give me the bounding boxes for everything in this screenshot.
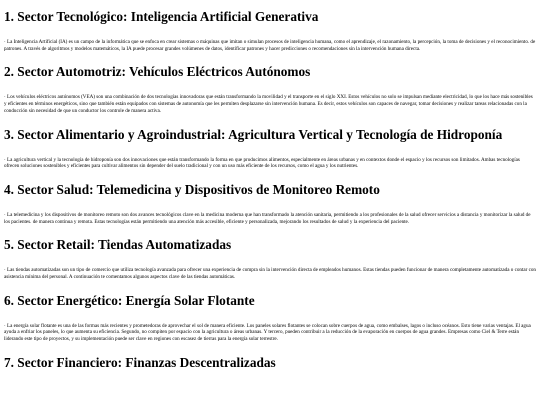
section-body: · La telemedicina y los dispositivos de monitoreo remoto son dos avances tecnológicos clave en la medicina moderna que han transformado la atención sanitaria, permitiendo a los profesionales de la salud ofrecer servicios a distancia y monitorizar la salud de los pacientes. de manera continua y remota. Estas tecnologías están permitiendo una atención más accesible, eficiente y personalizada, mejorando los resultados de salud y la experiencia del paciente. bbox=[4, 211, 531, 225]
section-retail bbox=[4, 237, 536, 280]
section-title: 5. Sector Retail: Tiendas Automatizadas bbox=[4, 237, 232, 253]
section-title: 6. Sector Energético: Energía Solar Flotante bbox=[4, 292, 255, 308]
section-title: 7. Sector Financiero: Finanzas Descentralizadas bbox=[4, 354, 276, 370]
section-health bbox=[4, 182, 536, 225]
section-body: · La agricultura vertical y la tecnología de hidroponía son dos innovaciones que están transformando la forma en que producimos alimentos, especialmente en áreas urbanas y en contextos donde el espacio y los recursos son limitados. Ambas tecnologías ofrecen soluciones sostenibles y eficientes para cultivar alimentos sin depender del suelo tradicional y con un uso más eficiente de los recursos, como el agua y los nutrientes. bbox=[4, 156, 520, 170]
section-body: · La Inteligencia Artificial (IA) es un campo de la informática que se enfoca en crear sistemas o máquinas que imitan o simulan procesos de inteligencia humana, como el aprendizaje, el razonamiento, la percepción, la toma de decisiones y el reconocimiento. de patrones. A través de algoritmos y modelos matemáticos, la IA puede procesar grandes volúmenes de datos, identificar patrones y hacer predicciones o recomendaciones sin la intervención humana directa. bbox=[4, 39, 536, 52]
section-energy bbox=[4, 293, 536, 343]
section-title: 4. Sector Salud: Telemedicina y Dispositivos de Monitoreo Remoto bbox=[4, 181, 380, 197]
section-body: · La energía solar flotante es una de las formas más recientes y prometedoras de aprovechar el sol de manera eficiente. Los paneles solares flotantes se colocan sobre cuerpos de agua, como embalses, lagos o incluso océanos. Esto tiene varias ventajas. El agua ayuda a enfriar los paneles, lo que aumenta su eficiencia. Segundo, no compiten por espacio con la agricultura o áreas urbanas. Y tercero, pueden contribuir a la reducción de la evaporación en cuerpos de agua grandes. Empresas como Ciel & Terre están liderando este tipo de proyectos, y su implementación puede ser clave en regiones con escasez de tierras para la energía solar terrestre. bbox=[4, 322, 531, 343]
section-finance bbox=[4, 355, 536, 371]
section-technology bbox=[4, 9, 536, 52]
section-body: · Las tiendas automatizadas son un tipo de comercio que utiliza tecnología avanzada para ofrecer una experiencia de compra sin la intervención directa de empleados humanos. Estas tiendas pueden funcionar de manera completamente automatizada o contar con asistencia mínima del personal. A continuación te comentamos algunos aspectos clave de las tiendas automáticas. bbox=[4, 267, 536, 281]
section-automotive bbox=[4, 64, 536, 114]
section-title: 3. Sector Alimentario y Agroindustrial: Agricultura Vertical y Tecnología de Hidroponía bbox=[4, 126, 503, 142]
section-body: · Los vehículos eléctricos autónomos (VEA) son una combinación de dos tecnologías innovadoras que están transformando la movilidad y el transporte en el siglo XXI. Estos vehículos no solo se impulsan mediante electricidad, lo que los hace más sostenibles y eficientes en términos energéticos, sino que también están equipados con sistemas de autonomía que les permiten desplazarse sin intervención humana. Es decir, estos vehículos son capaces de navegar, tomar decisiones y realizar tareas relacionadas con la conducción sin necesidad de que un conductor los controle de manera activa. bbox=[4, 94, 533, 114]
section-agriculture bbox=[4, 127, 536, 170]
section-title: 2. Sector Automotriz: Vehículos Eléctricos Autónomos bbox=[4, 64, 311, 80]
section-title: 1. Sector Tecnológico: Inteligencia Artificial Generativa bbox=[4, 9, 319, 24]
